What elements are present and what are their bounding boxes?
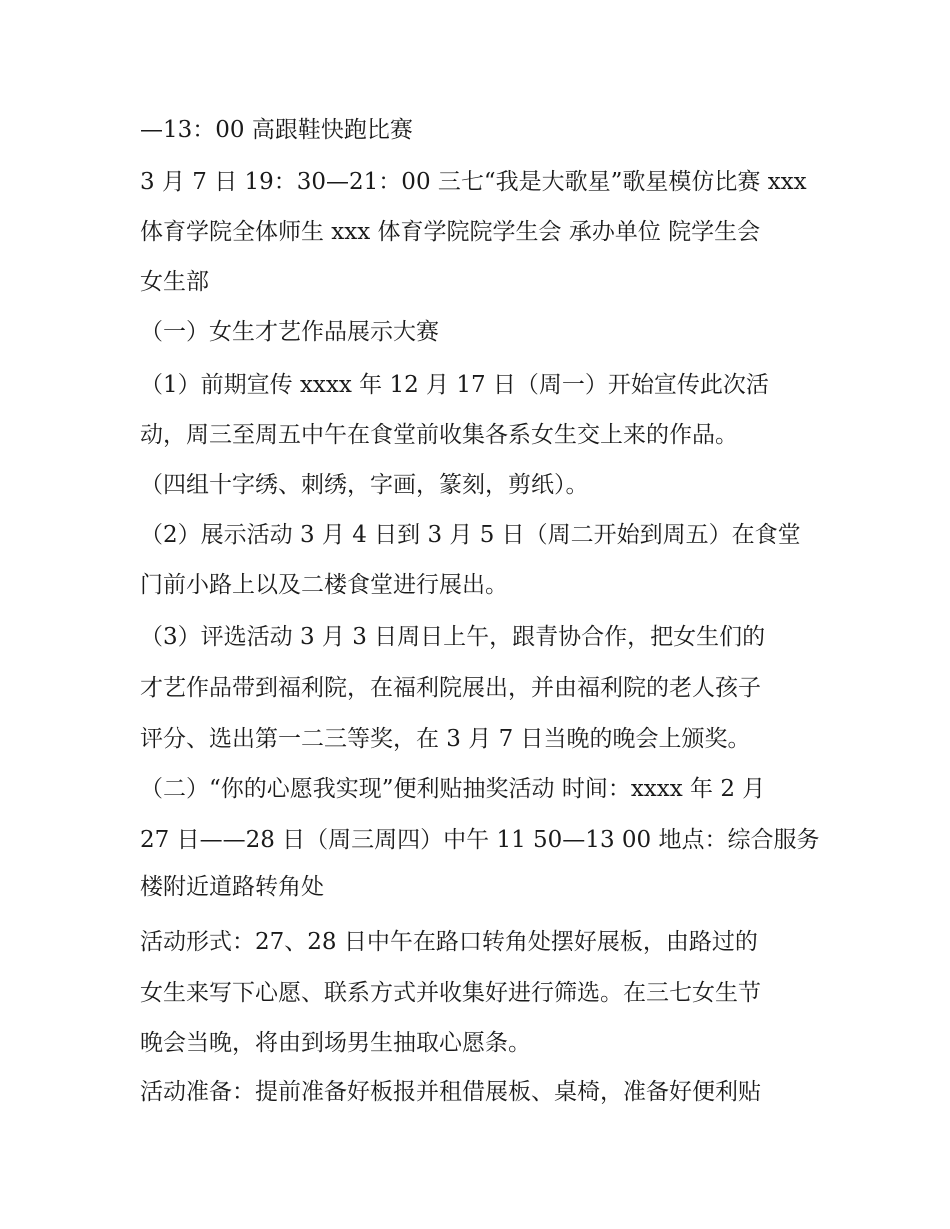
text-line: 门前小路上以及二楼食堂进行展出。 (140, 572, 508, 598)
text-line: 活动形式：27、28 日中午在路口转角处摆好展板，由路过的 (140, 929, 758, 955)
text-line: 动，周三至周五中午在食堂前收集各系女生交上来的作品。 (140, 422, 738, 448)
text-line: 晚会当晚，将由到场男生抽取心愿条。 (140, 1030, 531, 1056)
text-line: 27 日——28 日（周三周四）中午 11 50—13 00 地点：综合服务 (140, 827, 820, 853)
text-line: （二）“你的心愿我实现”便利贴抽奖活动 时间：xxxx 年 2 月 (140, 776, 766, 802)
text-line: 评分、选出第一二三等奖，在 3 月 7 日当晚的晚会上颁奖。 (140, 726, 751, 752)
text-line: （一）女生才艺作品展示大赛 (140, 319, 439, 345)
text-line: 3 月 7 日 19：30—21：00 三七“我是大歌星”歌星模仿比赛 xxx (140, 169, 807, 195)
text-line: （3）评选活动 3 月 3 日周日上午，跟青协合作，把女生们的 (140, 624, 766, 650)
text-line: 女生部 (140, 269, 209, 295)
text-line: （四组十字绣、刺绣，字画，篆刻，剪纸）。 (140, 472, 589, 498)
text-line: 体育学院全体师生 xxx 体育学院院学生会 承办单位 院学生会 (140, 219, 761, 245)
text-line: —13：00 高跟鞋快跑比赛 (140, 117, 413, 143)
text-line: 女生来写下心愿、联系方式并收集好进行筛选。在三七女生节 (140, 980, 761, 1006)
text-line: （2）展示活动 3 月 4 日到 3 月 5 日（周二开始到周五）在食堂 (140, 522, 801, 548)
text-line: 楼附近道路转角处 (140, 874, 324, 900)
text-line: 才艺作品带到福利院，在福利院展出，并由福利院的老人孩子 (140, 675, 761, 701)
text-line: 活动准备：提前准备好板报并租借展板、桌椅，准备好便利贴 (140, 1079, 761, 1105)
text-line: （1）前期宣传 xxxx 年 12 月 17 日（周一）开始宣传此次活 (140, 372, 769, 398)
